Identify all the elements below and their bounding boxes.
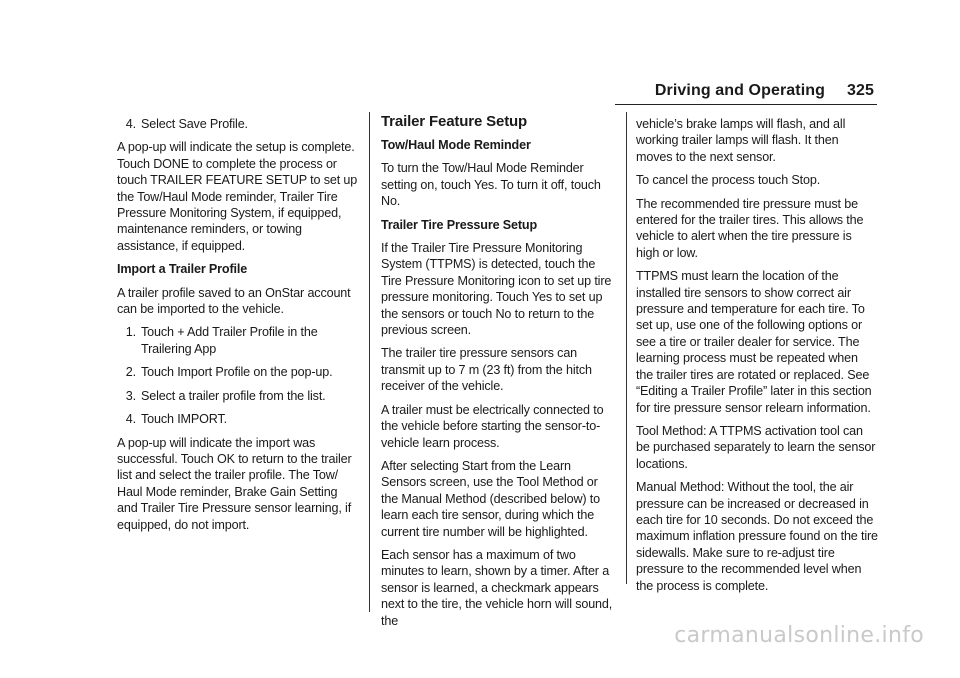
subheading-tire-pressure: Trailer Tire Pressure Setup [381,217,538,232]
paragraph: Manual Method: Without the tool, the air pressure can be increased or decreased in each tire for 10 seconds. Do not exceed the maximum inflation pressure found on the tire sidewalls. Make sure to re-adjust tire pressure to the recommended level when the process is complete. [636,480,878,593]
paragraph: If the Trailer Tire Pressure Monitoring System (TTPMS) is detected, touch the Tire Pressure Monitoring icon to set up tire pressure monitoring. Touch Yes to set up the sensors or touch No to return to the previous screen. [381,241,612,338]
header-rule [615,104,877,105]
step-text: Touch Import Profile on the pop-up. [141,365,333,380]
paragraph: A pop-up will indicate the setup is complete. Touch DONE to complete the process or touch TRAILER FEATURE SETUP to set up the Tow/Haul Mode reminder, Trailer Tire Pressure Monitoring System, if equipped, maintenance reminders, or towing assistance, if equipped. [117,140,358,253]
step-number: 4. [125,117,136,131]
paragraph: The trailer tire pressure sensors can transmit up to 7 m (23 ft) from the hitch receiver of the vehicle. [381,346,592,394]
paragraph: After selecting Start from the Learn Sensors screen, use the Tool Method or the Manual Method (described below) to learn each tire sensor, during which the current tire number will be highlighted. [381,458,601,539]
step-text: Select Save Profile. [141,117,248,131]
list-item [117,411,361,427]
step-text: Select a trailer profile from the list. [141,388,326,403]
paragraph: Tool Method: A TTPMS activation tool can be purchased separately to learn the sensor locations. [636,423,876,471]
page-header [655,82,874,100]
section-heading: Trailer Feature Setup [381,113,528,130]
list-item [117,364,361,380]
step-text: Touch + Add Trailer Profile in the Trailering App [141,325,318,356]
list-item [117,324,361,357]
paragraph: vehicle’s brake lamps will flash, and all working trailer lamps will flash. It then moves to the next sensor. [636,117,846,164]
list-item [117,116,361,132]
paragraph: A pop-up will indicate the import was successful. Touch OK to return to the trailer list and select the trailer profile. The Tow/ Haul Mode reminder, Brake Gain Setting and Trailer Tire Pressure sensor learning, if equipped, do not import. [117,435,352,532]
list-item [117,388,361,404]
paragraph: To cancel the process touch Stop. [636,173,821,188]
paragraph: To turn the Tow/Haul Mode Reminder setting on, touch Yes. To turn it off, touch No. [381,161,601,209]
step-number: 1. [125,325,136,340]
step-number: 3. [125,388,136,403]
paragraph: Each sensor has a maximum of two minutes to learn, shown by a timer. After a sensor is learned, a checkmark appears next to the tire, the vehicle horn will sound, the [381,547,613,628]
column-2 [381,112,617,636]
page-number: 325 [847,82,874,99]
step-text: Touch IMPORT. [141,412,228,427]
paragraph: A trailer must be electrically connected to the vehicle before starting the sensor-to-vehicle learn process. [381,402,604,450]
paragraph: The recommended tire pressure must be entered for the trailer tires. This allows the vehicle to alert when the tire pressure is high or low. [636,196,864,260]
column-1 [117,116,361,540]
column-3 [636,116,878,601]
paragraph: TTPMS must learn the location of the installed tire sensors to show correct air pressure and temperature for each tire. To set up, use one of the following options or see a tire or trailer dealer for service. The learning process must be repeated when the trailer tires are rotated or replaced. See “Editing a Trailer Profile” later in this section for tire pressure sensor relearn information. [636,269,872,415]
section-title: Driving and Operating [654,82,825,99]
step-number: 4. [125,412,136,427]
subheading-import: Import a Trailer Profile [117,262,248,277]
step-number: 2. [125,365,136,380]
column-divider [626,112,627,584]
subheading-tow-haul: Tow/Haul Mode Reminder [381,138,531,152]
paragraph: A trailer profile saved to an OnStar account can be imported to the vehicle. [117,285,351,317]
column-divider [369,112,370,612]
watermark-text: carmanualsonline.info [674,623,924,648]
